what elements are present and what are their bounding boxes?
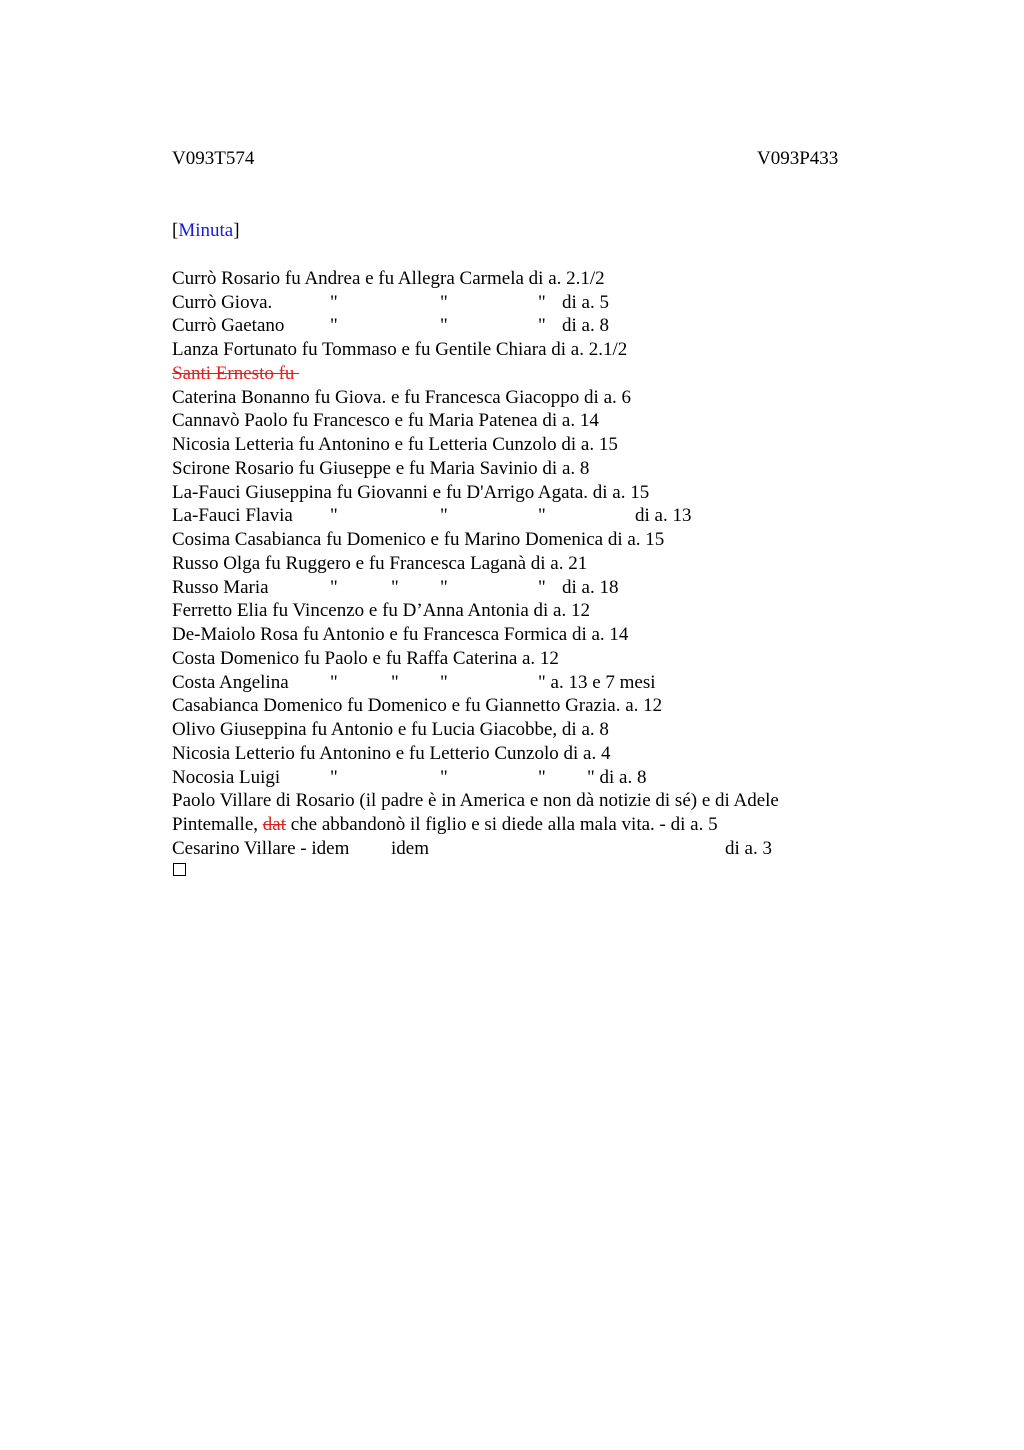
- ditto-mark: ": [440, 672, 448, 693]
- entry-text: Russo Olga fu Ruggero e fu Francesca Laganà di a. 21: [172, 553, 588, 574]
- entry-row: [0, 720, 1024, 744]
- ditto-mark: ": [440, 505, 448, 526]
- ditto-mark: ": [330, 767, 338, 788]
- entry-text: Scirone Rosario fu Giuseppe e fu Maria Savinio di a. 8: [172, 458, 590, 479]
- entry-age: di a. 18: [562, 577, 619, 598]
- entry-row: [0, 696, 1024, 720]
- ditto-mark: ": [330, 672, 338, 693]
- entry-row: [0, 340, 1024, 364]
- entry-row: [0, 364, 1024, 388]
- entry-row: [0, 388, 1024, 412]
- minuta-heading: [172, 221, 240, 240]
- entry-text: Cosima Casabianca fu Domenico e fu Marino Domenica di a. 15: [172, 529, 665, 550]
- entry-age: di a. 8: [562, 315, 609, 336]
- entry-text: Cannavò Paolo fu Francesco e fu Maria Patenea di a. 14: [172, 410, 599, 431]
- entry-row: [0, 578, 1024, 602]
- entry-text: Nicosia Letteria fu Antonino e fu Letteria Cunzolo di a. 15: [172, 434, 618, 455]
- entry-name: Costa Angelina: [172, 672, 289, 693]
- entry-text-end: che abbandonò il figlio e si diede alla mala vita. - di a. 5: [290, 814, 718, 835]
- document-code-left: V093T574: [172, 148, 255, 169]
- entry-age: " a. 13 e 7 mesi: [538, 672, 656, 693]
- ditto-mark: ": [391, 672, 399, 693]
- entry-text: Ferretto Elia fu Vincenzo e fu D’Anna Antonia di a. 12: [172, 600, 590, 621]
- document-code-right: V093P433: [757, 148, 839, 169]
- entry-row: [0, 601, 1024, 625]
- minuta-link[interactable]: Minuta: [178, 220, 234, 241]
- entry-row: [0, 506, 1024, 530]
- ditto-mark: ": [440, 315, 448, 336]
- entry-text: Paolo Villare di Rosario (il padre è in America e non dà notizie di sé) e di Adele: [172, 790, 779, 811]
- ditto-mark: ": [440, 292, 448, 313]
- entry-row: [0, 673, 1024, 697]
- minuta-bracket-close: ]: [233, 220, 240, 241]
- entry-row: [0, 625, 1024, 649]
- entry-row: [0, 554, 1024, 578]
- ditto-mark: ": [538, 315, 546, 336]
- entry-row: [0, 768, 1024, 792]
- entry-row: [0, 839, 1024, 863]
- entry-age: di a. 5: [562, 292, 609, 313]
- entry-age: " di a. 8: [587, 767, 647, 788]
- ditto-mark: ": [330, 505, 338, 526]
- entry-row: [0, 744, 1024, 768]
- entry-row: [0, 530, 1024, 554]
- ditto-mark: ": [538, 767, 546, 788]
- entry-text: Nicosia Letterio fu Antonino e fu Letterio Cunzolo di a. 4: [172, 743, 611, 764]
- entry-text-start: Pintemalle,: [172, 814, 259, 835]
- entry-text: Olivo Giuseppina fu Antonio e fu Lucia Giacobbe, di a. 8: [172, 719, 609, 740]
- entry-row: [0, 649, 1024, 673]
- entry-text: [172, 815, 718, 834]
- entry-text: De-Maiolo Rosa fu Antonio e fu Francesca Formica di a. 14: [172, 624, 629, 645]
- entry-row: [0, 293, 1024, 317]
- ditto-mark: ": [391, 577, 399, 598]
- entry-row: [0, 459, 1024, 483]
- ditto-mark: ": [538, 292, 546, 313]
- entry-name: La-Fauci Flavia: [172, 505, 293, 526]
- ditto-mark: ": [538, 577, 546, 598]
- entry-text: Casabianca Domenico fu Domenico e fu Giannetto Grazia. a. 12: [172, 695, 663, 716]
- entry-row: [0, 316, 1024, 340]
- entry-text: Costa Domenico fu Paolo e fu Raffa Caterina a. 12: [172, 648, 559, 669]
- minuta-bracket-open: [: [172, 220, 179, 241]
- entry-row: [0, 269, 1024, 293]
- ditto-mark: ": [440, 767, 448, 788]
- entry-row: [0, 411, 1024, 435]
- checkbox[interactable]: [173, 863, 186, 876]
- deleted-text: Santi Ernesto fu: [172, 363, 300, 384]
- entry-row: [0, 815, 1024, 839]
- entry-row: [0, 483, 1024, 507]
- entry-text: Currò Rosario fu Andrea e fu Allegra Carmela di a. 2.1/2: [172, 268, 605, 289]
- entry-name: Russo Maria: [172, 577, 269, 598]
- ditto-mark: ": [330, 292, 338, 313]
- entry-age: di a. 3: [725, 838, 772, 859]
- idem-mark: idem: [391, 838, 429, 859]
- entry-text: Lanza Fortunato fu Tommaso e fu Gentile Chiara di a. 2.1/2: [172, 339, 628, 360]
- ditto-mark: ": [330, 577, 338, 598]
- entry-name: Cesarino Villare - idem: [172, 838, 350, 859]
- entry-name: Currò Giova.: [172, 292, 273, 313]
- ditto-mark: ": [330, 315, 338, 336]
- entry-row: [0, 791, 1024, 815]
- entry-name: Nocosia Luigi: [172, 767, 281, 788]
- entry-text: Caterina Bonanno fu Giova. e fu Francesca Giacoppo di a. 6: [172, 387, 632, 408]
- ditto-mark: ": [440, 577, 448, 598]
- entry-row: [0, 435, 1024, 459]
- entry-text: La-Fauci Giuseppina fu Giovanni e fu D'Arrigo Agata. di a. 15: [172, 482, 650, 503]
- deleted-text: dat: [262, 814, 286, 835]
- ditto-mark: ": [538, 505, 546, 526]
- entry-name: Currò Gaetano: [172, 315, 285, 336]
- entry-age: di a. 13: [635, 505, 692, 526]
